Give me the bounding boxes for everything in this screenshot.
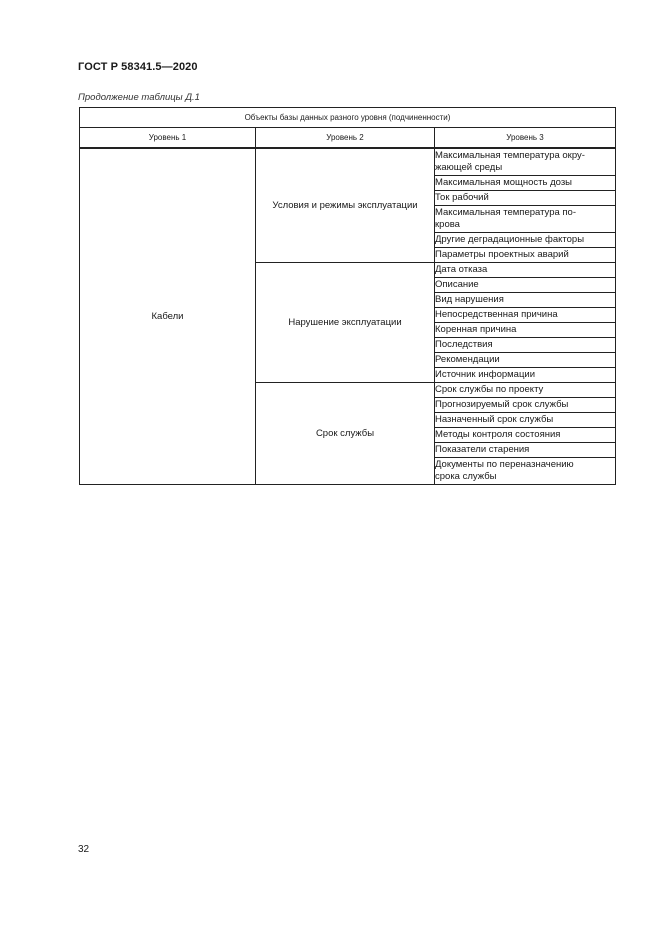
column-header-level1: Уровень 1 — [80, 128, 256, 149]
level2-cell: Нарушение эксплуатации — [256, 263, 435, 383]
level3-cell: Методы контроля состояния — [435, 428, 616, 443]
level3-cell: Дата отказа — [435, 263, 616, 278]
column-header-level3: Уровень 3 — [435, 128, 616, 149]
level3-cell: Параметры проектных аварий — [435, 248, 616, 263]
level3-cell: Срок службы по проекту — [435, 383, 616, 398]
level2-cell: Условия и режимы эксплуатации — [256, 148, 435, 263]
level3-cell: Коренная причина — [435, 323, 616, 338]
level3-cell: Другие деградационные факторы — [435, 233, 616, 248]
level3-cell: Назначенный срок службы — [435, 413, 616, 428]
table-super-header: Объекты базы данных разного уровня (подчиненности) — [80, 108, 616, 128]
level1-cell: Кабели — [80, 148, 256, 485]
level3-cell: Последствия — [435, 338, 616, 353]
level3-cell: Показатели старения — [435, 443, 616, 458]
level3-cell: Описание — [435, 278, 616, 293]
level2-cell: Срок службы — [256, 383, 435, 485]
level3-cell: Вид нарушения — [435, 293, 616, 308]
level3-cell: Рекомендации — [435, 353, 616, 368]
level3-cell: Непосредственная причина — [435, 308, 616, 323]
level3-cell: Ток рабочий — [435, 191, 616, 206]
table-row — [80, 148, 616, 176]
level3-cell: Максимальная мощность дозы — [435, 176, 616, 191]
table-caption: Продолжение таблицы Д.1 — [78, 92, 200, 103]
document-id: ГОСТ Р 58341.5—2020 — [78, 61, 198, 73]
level3-cell: Прогнозируемый срок службы — [435, 398, 616, 413]
objects-table — [79, 107, 616, 485]
level3-cell: Источник информации — [435, 368, 616, 383]
table-body — [80, 148, 616, 485]
level3-cell: Документы по переназначению срока службы — [435, 458, 616, 485]
level3-cell: Максимальная температура окру- жающей среды — [435, 148, 616, 176]
column-header-level2: Уровень 2 — [256, 128, 435, 149]
level3-cell: Максимальная температура по- крова — [435, 206, 616, 233]
page-number: 32 — [78, 844, 90, 855]
